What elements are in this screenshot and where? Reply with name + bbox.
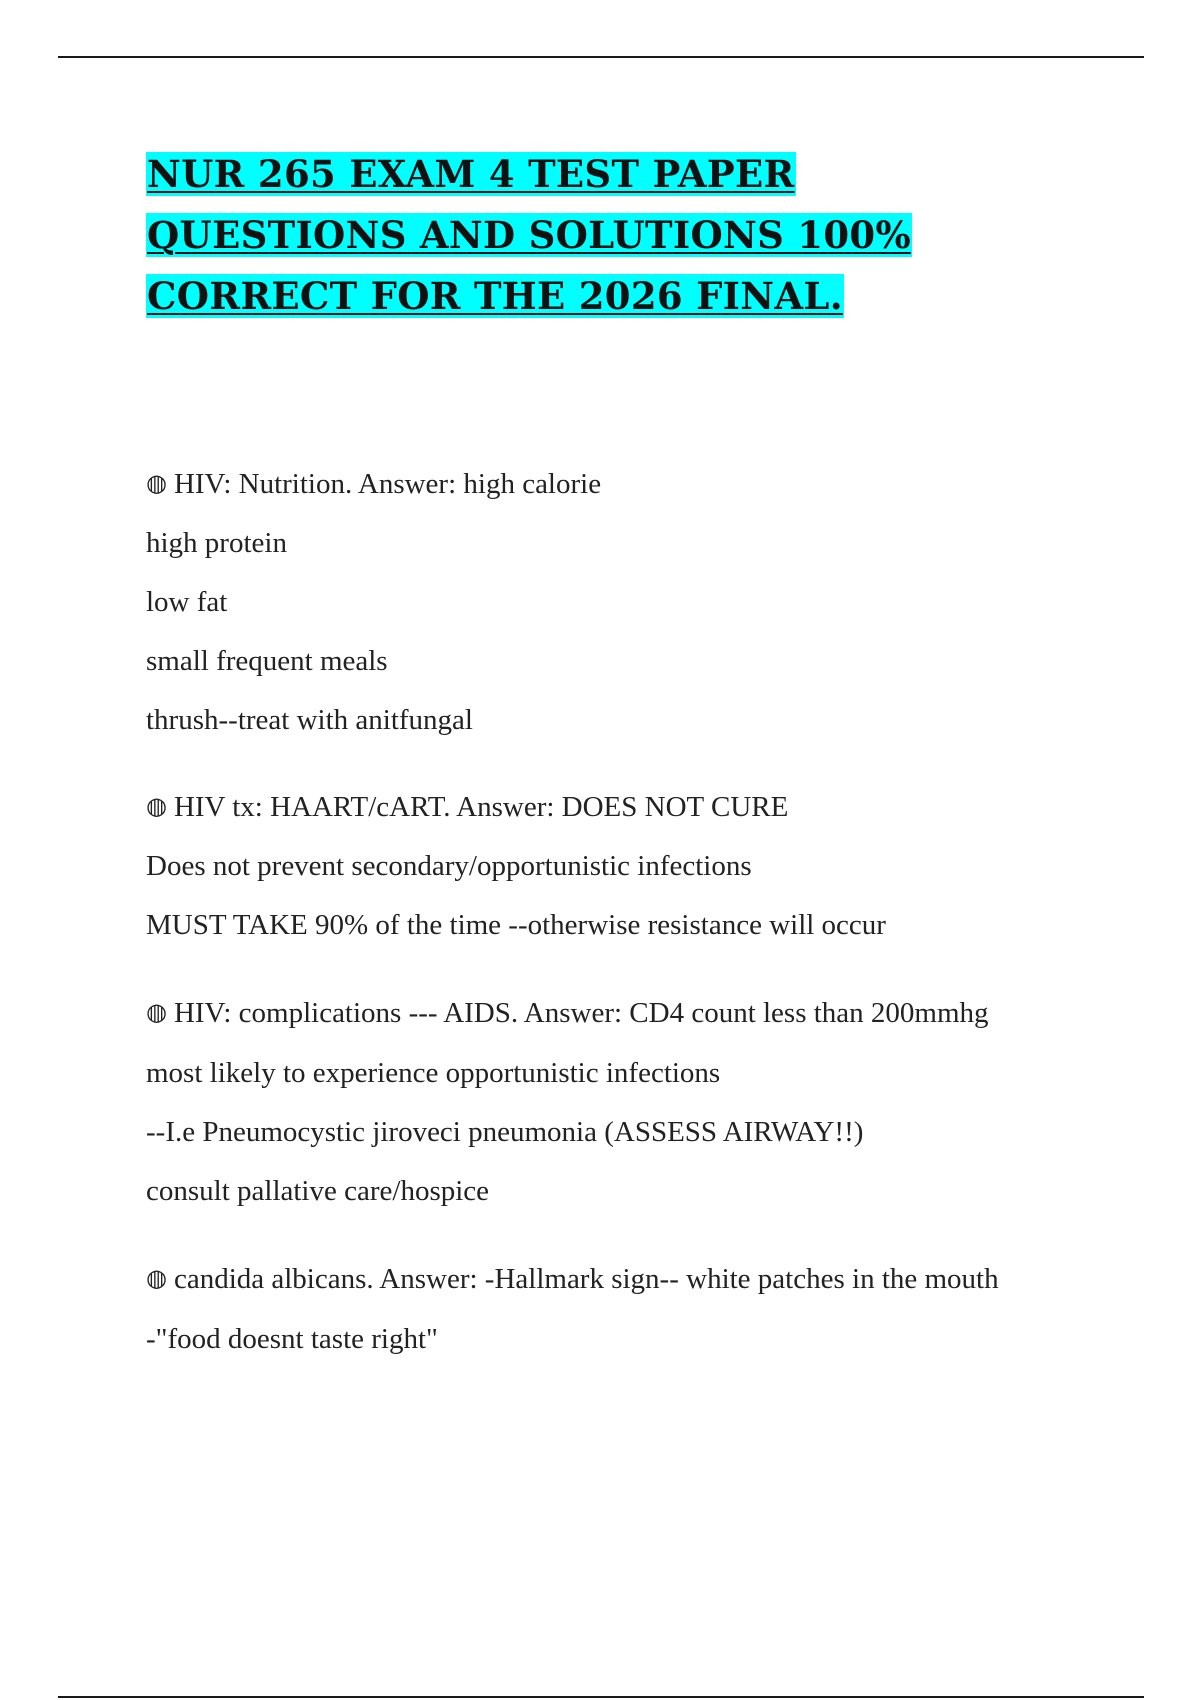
- answer-line: small frequent meals: [146, 645, 388, 677]
- footer-rule: [58, 1696, 1144, 1698]
- bullet-icon: ◍: [146, 469, 167, 497]
- qa-item: [146, 990, 1046, 1212]
- answer-line: high protein: [146, 527, 287, 559]
- question-line: [146, 785, 1046, 828]
- answer-line: -"food doesnt taste right": [146, 1323, 438, 1355]
- answer-line: Does not prevent secondary/opportunistic infections: [146, 850, 752, 882]
- document-body: [146, 462, 1046, 1404]
- answer-line: thrush--treat with anitfungal: [146, 704, 473, 736]
- question-text: HIV: Nutrition. Answer: high calorie: [173, 468, 602, 500]
- answer-line: MUST TAKE 90% of the time --otherwise resistance will occur: [146, 909, 886, 941]
- answer-line: consult pallative care/hospice: [146, 1175, 490, 1207]
- qa-item: [146, 462, 1046, 741]
- header-rule: [58, 56, 1144, 58]
- answer-line: --I.e Pneumocystic jiroveci pneumonia (ASSESS AIRWAY!!): [146, 1116, 864, 1148]
- question-text: HIV tx: HAART/cART. Answer: DOES NOT CURE: [173, 791, 789, 823]
- bullet-icon: ◍: [146, 998, 167, 1026]
- question-text: HIV: complications --- AIDS. Answer: CD4 count less than 200mmhg: [173, 997, 989, 1029]
- bullet-icon: ◍: [146, 792, 167, 820]
- question-text: candida albicans. Answer: -Hallmark sign-- white patches in the mouth: [173, 1263, 999, 1295]
- qa-item: [146, 785, 1046, 946]
- document-title-text: NUR 265 EXAM 4 TEST PAPER QUESTIONS AND SOLUTIONS 100% CORRECT FOR THE 2026 FINAL.: [147, 152, 911, 318]
- answer-line: most likely to experience opportunistic infections: [146, 1057, 721, 1089]
- question-line: [146, 462, 1046, 505]
- question-line: [146, 990, 1046, 1035]
- document-title: [146, 144, 1046, 327]
- answer-line: low fat: [146, 586, 228, 618]
- question-line: [146, 1256, 1046, 1301]
- qa-item: [146, 1256, 1046, 1360]
- bullet-icon: ◍: [146, 1264, 167, 1292]
